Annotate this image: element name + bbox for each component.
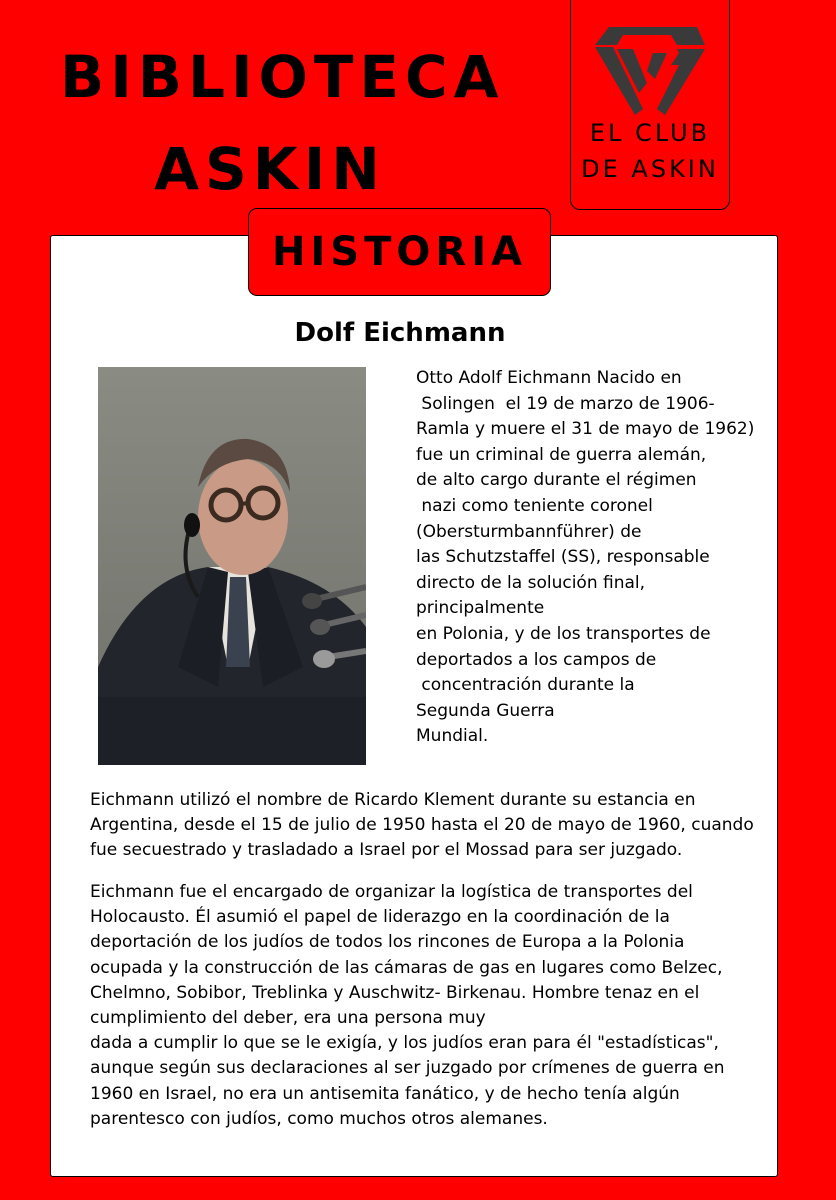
bio-line: Segunda Guerra: [416, 700, 555, 721]
paragraph-line: deportación de los judíos de todos los rincones de Europa a la Polonia: [90, 932, 685, 953]
paragraph-line: Argentina, desde el 15 de julio de 1950 hasta el 20 de mayo de 1960, cuando: [90, 815, 754, 836]
portrait-photo: [98, 367, 366, 765]
paragraph-line: 1960 en Israel, no era un antisemita fanático, y de hecho tenía algún: [90, 1083, 680, 1104]
paragraph-line: fue secuestrado y trasladado a Israel por el Mossad para ser juzgado.: [90, 840, 683, 861]
bio-line: (Obersturmbannführer) de: [416, 521, 642, 542]
bio-line: Ramla y muere el 31 de mayo de 1962): [416, 419, 755, 440]
bio-line: de alto cargo durante el régimen: [416, 470, 697, 491]
bio-line: Solingen el 19 de marzo de 1906-: [416, 393, 715, 414]
section-tab: [248, 208, 551, 296]
paragraph-klement: [90, 788, 770, 864]
bio-line: fue un criminal de guerra alemán,: [416, 444, 707, 465]
bio-line: en Polonia, y de los transportes de: [416, 623, 711, 644]
paragraph-line: dada a cumplir lo que se le exigía, y los judíos eran para él "estadísticas",: [90, 1033, 719, 1054]
paragraph-line: aunque según sus declaraciones al ser juzgado por crímenes de guerra en: [90, 1058, 725, 1079]
paragraph-holocaust: [90, 880, 770, 1132]
bio-line: las Schutzstaffel (SS), responsable: [416, 547, 710, 568]
club-badge: [570, 0, 730, 210]
paragraph-line: cumplimiento del deber, era una persona muy: [90, 1008, 486, 1029]
bio-line: principalmente: [416, 598, 545, 619]
paragraph-line: Holocausto. Él asumió el papel de liderazgo en la coordinación de la: [90, 907, 670, 928]
bio-line: directo de la solución final,: [416, 572, 646, 593]
article-title: Dolf Eichmann: [294, 318, 506, 348]
bio-line: concentración durante la: [416, 675, 635, 696]
bio-line: Mundial.: [416, 726, 489, 747]
paragraph-line: Eichmann utilizó el nombre de Ricardo Klement durante su estancia en: [90, 790, 696, 810]
paragraph-line: Chelmno, Sobibor, Treblinka y Auschwitz- Birkenau. Hombre tenaz en el: [90, 982, 700, 1003]
bio-line: Otto Adolf Eichmann Nacido en: [416, 368, 682, 388]
paragraph-line: parentesco con judíos, como muchos otros alemanes.: [90, 1108, 548, 1129]
club-name-line1: EL CLUB: [589, 119, 711, 147]
site-title-line1: BIBLIOTECA: [60, 43, 505, 111]
site-title-line2: ASKIN: [154, 135, 386, 203]
paragraph-line: ocupada y la construcción de las cámaras de gas en lugares como Belzec,: [90, 957, 723, 978]
ss-logo-icon: [593, 23, 707, 117]
bio-text: [416, 366, 766, 750]
section-tab-label: HISTORIA: [271, 229, 528, 275]
bio-line: nazi como teniente coronel: [416, 495, 653, 516]
club-name-line2: DE ASKIN: [581, 155, 719, 183]
paragraph-line: Eichmann fue el encargado de organizar la logística de transportes del: [90, 882, 693, 902]
bio-line: deportados a los campos de: [416, 649, 657, 670]
